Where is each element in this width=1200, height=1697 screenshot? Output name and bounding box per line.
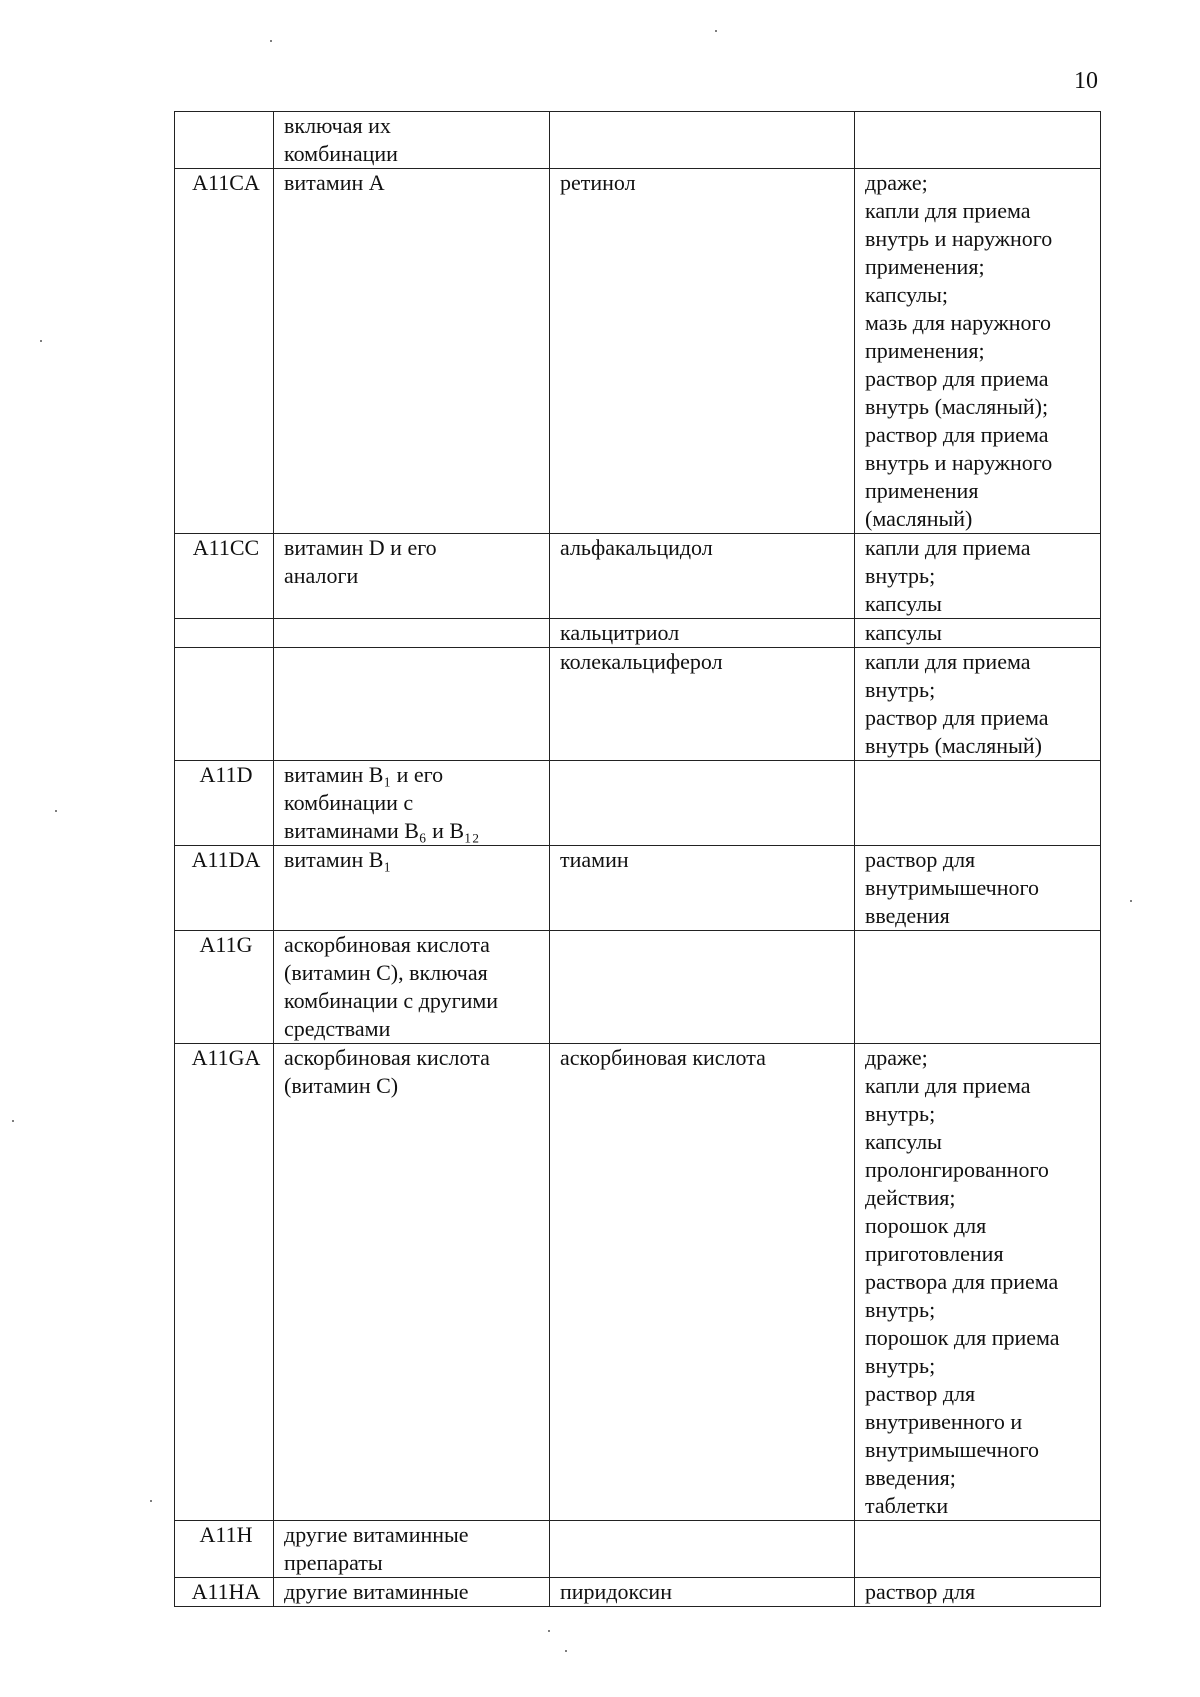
group-cell — [274, 1044, 550, 1521]
group-line: комбинации с — [284, 790, 414, 815]
dosage-form-line: капли для приема — [865, 198, 1031, 223]
dosage-form-line: раствор для — [865, 1381, 976, 1406]
dosage-forms-cell — [855, 112, 1101, 169]
group-line: (витамин С), включая — [284, 960, 488, 985]
scan-speck — [150, 1500, 152, 1502]
scan-speck — [715, 30, 717, 32]
group-line: витамин D и его — [284, 535, 437, 560]
scan-speck — [270, 40, 272, 42]
group-line: другие витаминные — [284, 1579, 469, 1604]
dosage-form-line: порошок для приема — [865, 1325, 1060, 1350]
table-row — [175, 169, 1101, 534]
group-line: аскорбиновая кислота — [284, 1045, 490, 1070]
dosage-forms-cell — [855, 648, 1101, 761]
dosage-form-line: внутрь; — [865, 563, 936, 588]
table-row — [175, 619, 1101, 648]
dosage-form-line: раствор для — [865, 1579, 976, 1604]
drug-name-cell: пиридоксин — [550, 1578, 855, 1607]
dosage-form-line: внутримышечного — [865, 875, 1039, 900]
dosage-form-line: капсулы; — [865, 282, 948, 307]
table-row — [175, 534, 1101, 619]
atc-code-cell: A11G — [175, 931, 274, 1044]
table-row — [175, 1578, 1101, 1607]
dosage-form-line: раствор для приема — [865, 366, 1049, 391]
dosage-form-line: внутрь; — [865, 1353, 936, 1378]
dosage-form-line: капли для приема — [865, 1073, 1031, 1098]
atc-code-cell — [175, 112, 274, 169]
drug-name-cell: колекальциферол — [550, 648, 855, 761]
table-row — [175, 846, 1101, 931]
dosage-form-line: капли для приема — [865, 535, 1031, 560]
dosage-forms-cell — [855, 761, 1101, 846]
group-cell — [274, 1521, 550, 1578]
group-line: витамин B₁ — [284, 847, 392, 872]
dosage-form-line: капли для приема — [865, 649, 1031, 674]
atc-code-cell: A11GA — [175, 1044, 274, 1521]
dosage-form-line: применения — [865, 478, 979, 503]
dosage-form-line: действия; — [865, 1185, 956, 1210]
dosage-forms-cell — [855, 846, 1101, 931]
dosage-form-line: внутривенного и — [865, 1409, 1023, 1434]
table-row — [175, 648, 1101, 761]
group-cell — [274, 112, 550, 169]
table-body — [175, 112, 1101, 1607]
group-cell — [274, 169, 550, 534]
atc-code-cell: A11DA — [175, 846, 274, 931]
scan-speck — [55, 810, 57, 812]
page-number: 10 — [1074, 68, 1098, 94]
group-cell — [274, 931, 550, 1044]
dosage-form-line: раствор для приема — [865, 705, 1049, 730]
dosage-form-line: (масляный) — [865, 506, 973, 531]
group-line: (витамин С) — [284, 1073, 399, 1098]
group-line: витаминами B₆ и B₁₂ — [284, 818, 480, 843]
dosage-form-line: порошок для — [865, 1213, 987, 1238]
dosage-form-line: внутрь (масляный) — [865, 733, 1042, 758]
dosage-form-line: мазь для наружного — [865, 310, 1051, 335]
group-cell — [274, 761, 550, 846]
dosage-form-line: таблетки — [865, 1493, 949, 1518]
group-line: другие витаминные — [284, 1522, 469, 1547]
dosage-form-line: раствора для приема — [865, 1269, 1059, 1294]
group-cell — [274, 846, 550, 931]
dosage-form-line: раствор для приема — [865, 422, 1049, 447]
drug-name-cell: ретинол — [550, 169, 855, 534]
drug-name-cell — [550, 1521, 855, 1578]
table-row — [175, 1044, 1101, 1521]
table-row — [175, 112, 1101, 169]
table-row — [175, 1521, 1101, 1578]
table-row — [175, 761, 1101, 846]
scan-speck — [1130, 900, 1132, 902]
group-line: комбинации с другими — [284, 988, 499, 1013]
dosage-forms-cell — [855, 1521, 1101, 1578]
dosage-form-line: внутрь; — [865, 1297, 936, 1322]
scan-speck — [40, 340, 42, 342]
dosage-form-line: драже; — [865, 170, 928, 195]
group-line: витамин А — [284, 170, 385, 195]
atc-code-cell: A11D — [175, 761, 274, 846]
dosage-form-line: внутрь (масляный); — [865, 394, 1049, 419]
drug-name-cell — [550, 112, 855, 169]
dosage-form-line: внутрь и наружного — [865, 450, 1053, 475]
dosage-form-line: приготовления — [865, 1241, 1004, 1266]
dosage-form-line: раствор для — [865, 847, 976, 872]
dosage-form-line: пролонгированного — [865, 1157, 1049, 1182]
group-cell — [274, 619, 550, 648]
drug-name-cell — [550, 761, 855, 846]
scan-speck — [12, 1120, 14, 1122]
table-row — [175, 931, 1101, 1044]
group-line: аналоги — [284, 563, 359, 588]
dosage-form-line: внутрь; — [865, 677, 936, 702]
drug-name-cell — [550, 931, 855, 1044]
group-line: включая их — [284, 113, 391, 138]
dosage-form-line: внутримышечного — [865, 1437, 1039, 1462]
atc-code-cell: A11HA — [175, 1578, 274, 1607]
scan-speck — [565, 1650, 567, 1652]
drug-classification-table — [174, 111, 1101, 1607]
dosage-forms-cell — [855, 1578, 1101, 1607]
group-line: средствами — [284, 1016, 391, 1041]
group-line: препараты — [284, 1550, 383, 1575]
atc-code-cell: A11H — [175, 1521, 274, 1578]
atc-code-cell: A11CC — [175, 534, 274, 619]
dosage-form-line: применения; — [865, 254, 985, 279]
dosage-forms-cell — [855, 1044, 1101, 1521]
drug-name-cell: тиамин — [550, 846, 855, 931]
dosage-forms-cell — [855, 619, 1101, 648]
group-cell — [274, 648, 550, 761]
dosage-form-line: капсулы — [865, 591, 942, 616]
atc-code-cell — [175, 619, 274, 648]
drug-name-cell: аскорбиновая кислота — [550, 1044, 855, 1521]
atc-code-cell — [175, 648, 274, 761]
dosage-forms-cell — [855, 534, 1101, 619]
dosage-form-line: капсулы — [865, 620, 942, 645]
dosage-form-line: применения; — [865, 338, 985, 363]
dosage-forms-cell — [855, 169, 1101, 534]
drug-name-cell: альфакальцидол — [550, 534, 855, 619]
group-cell — [274, 1578, 550, 1607]
dosage-form-line: внутрь и наружного — [865, 226, 1053, 251]
dosage-form-line: введения — [865, 903, 950, 928]
dosage-form-line: введения; — [865, 1465, 956, 1490]
dosage-forms-cell — [855, 931, 1101, 1044]
dosage-form-line: внутрь; — [865, 1101, 936, 1126]
drug-name-cell: кальцитриол — [550, 619, 855, 648]
dosage-form-line: капсулы — [865, 1129, 942, 1154]
scan-speck — [548, 1630, 550, 1632]
group-line: аскорбиновая кислота — [284, 932, 490, 957]
dosage-form-line: драже; — [865, 1045, 928, 1070]
atc-code-cell: A11CA — [175, 169, 274, 534]
group-line: комбинации — [284, 141, 398, 166]
group-cell — [274, 534, 550, 619]
group-line: витамин B₁ и его — [284, 762, 444, 787]
